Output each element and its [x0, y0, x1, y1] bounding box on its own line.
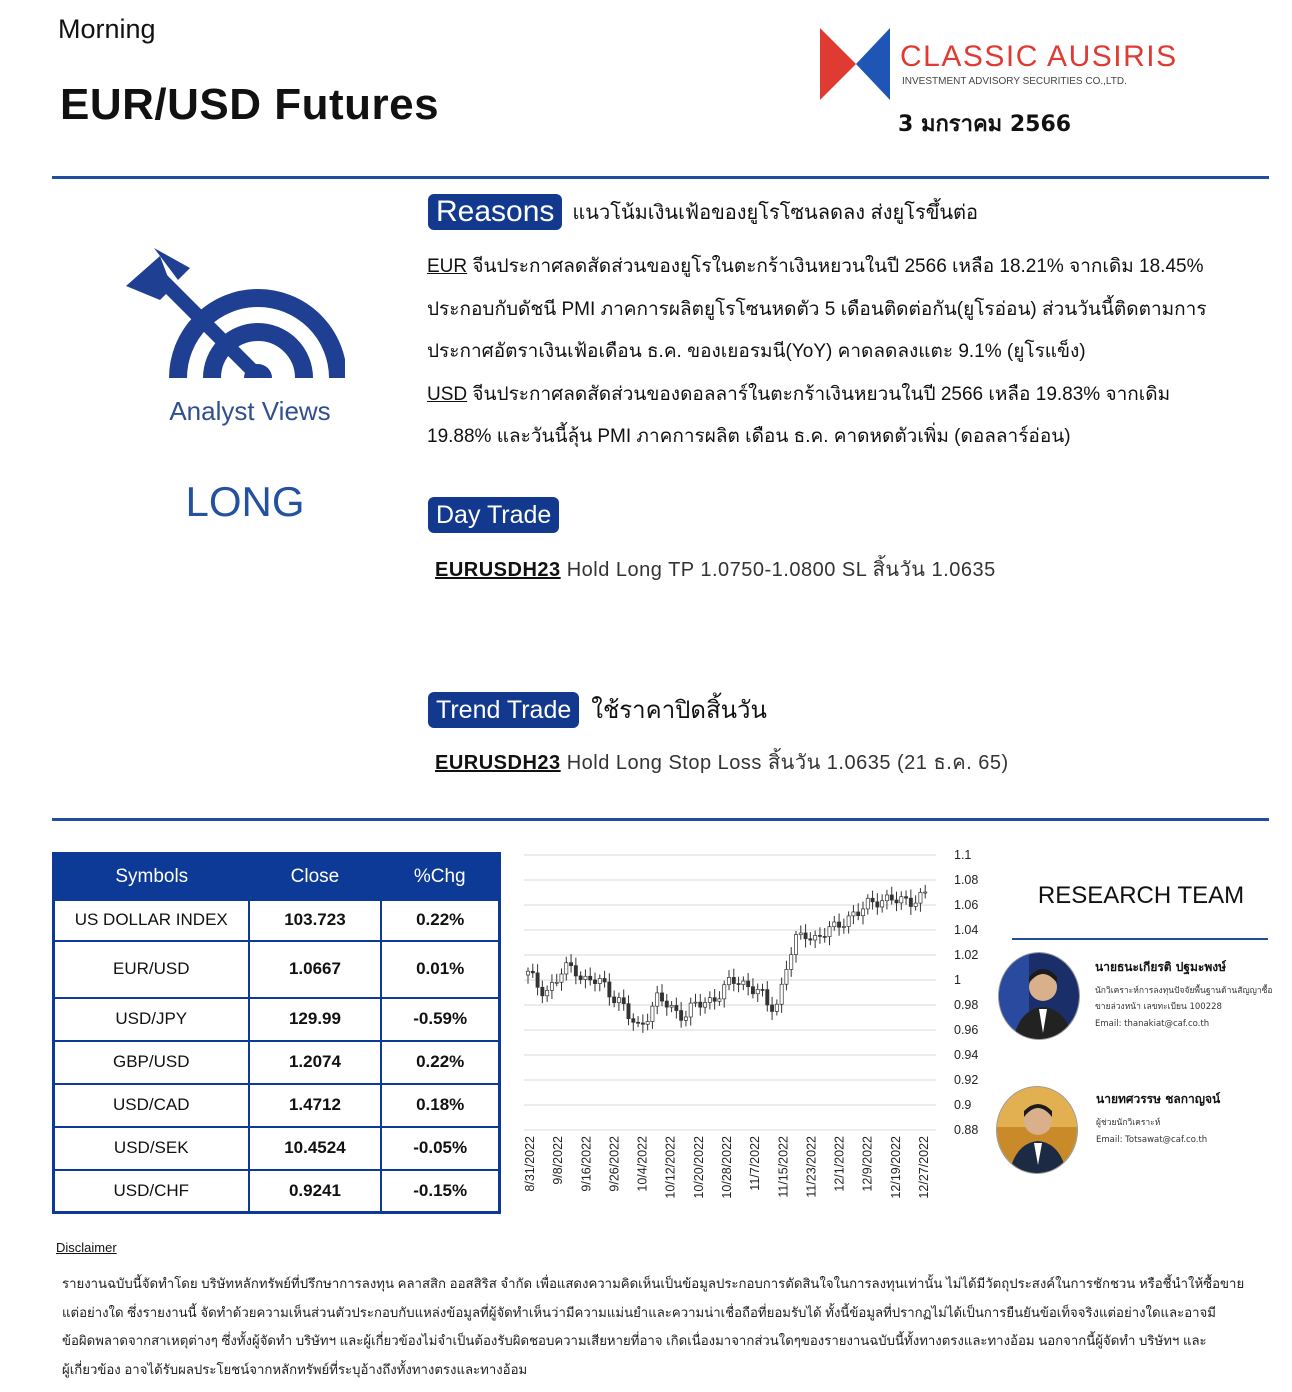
candle-body [589, 976, 592, 980]
candle-body [900, 897, 903, 903]
x-tick-label: 11/7/2022 [748, 1136, 763, 1191]
candle-body [785, 969, 788, 984]
candle-body [689, 1003, 692, 1017]
candle-body [809, 939, 812, 940]
candle-body [574, 966, 577, 976]
x-tick-label: 9/8/2022 [551, 1136, 566, 1185]
candle-body [828, 927, 831, 937]
table-header-row [54, 854, 500, 900]
candle-body [598, 978, 601, 983]
candle-body [727, 977, 730, 984]
x-tick-label: 10/12/2022 [663, 1136, 678, 1199]
candle-body [890, 895, 893, 900]
avatar [998, 952, 1080, 1040]
symbol-cell: EUR/USD [54, 941, 249, 998]
trend-trade-tag: Trend Trade [428, 692, 579, 728]
close-cell: 1.4712 [249, 1084, 382, 1127]
member-role: นักวิเคราะห์การลงทุนปัจจัยพื้นฐานด้านสัญญาซื้อ [1095, 986, 1273, 996]
y-tick-label: 1.1 [954, 848, 972, 862]
research-team-title: RESEARCH TEAM [1037, 882, 1245, 909]
candle-body [665, 1001, 668, 1007]
col-close: Close [249, 854, 382, 900]
candle-body [536, 973, 539, 987]
table-row [54, 1170, 500, 1213]
chg-cell: -0.59% [381, 998, 499, 1041]
x-tick-label: 10/4/2022 [635, 1136, 650, 1192]
candle-body [660, 993, 663, 1001]
brand-name: CLASSIC AUSIRIS [900, 40, 1178, 73]
disclaimer-line: แต่อย่างใด ซึ่งรายงานนี้ จัดทำด้วยความเห็นส่วนตัวประกอบกับแหล่งข้อมูลที่ผู้จัดทำเห็นว่ามีความแม่นยำและความน่าเชื่อถือที่ยอมรับได้ ทั้งนี้ข้อมูลที่ปรากฏไม่ได้เป็นการยืนยันข้อเท็จจริงแต่อย่างใดและอาจมี [62, 1304, 1216, 1320]
reasons-tag: Reasons [428, 194, 562, 230]
candle-body [684, 1017, 687, 1020]
y-tick-label: 0.9 [954, 1098, 972, 1112]
member-2 [1096, 1090, 1220, 1145]
candle-body [708, 998, 711, 1003]
candle-body [670, 1005, 673, 1007]
candle-body [560, 974, 563, 982]
symbol-cell: US DOLLAR INDEX [54, 900, 249, 941]
candle-body [569, 963, 572, 966]
usd-line-1: USD จีนประกาศลดสัดส่วนของดอลลาร์ในตะกร้าเงินหยวนในปี 2566 เหลือ 19.83% จากเดิม [427, 383, 1171, 405]
candle-body [833, 922, 836, 927]
x-tick-label: 10/20/2022 [691, 1136, 706, 1199]
candle-body [814, 935, 817, 940]
candle-body [550, 982, 553, 990]
candle-body [909, 898, 912, 906]
x-tick-label: 9/26/2022 [607, 1136, 622, 1192]
x-tick-label: 9/16/2022 [579, 1136, 594, 1192]
session-label: Morning [58, 14, 156, 44]
symbol-cell: USD/CHF [54, 1170, 249, 1213]
brand-subtitle: INVESTMENT ADVISORY SECURITIES CO.,LTD. [902, 76, 1127, 87]
table-row [54, 1041, 500, 1084]
target-arrow-icon [120, 248, 345, 378]
chg-cell: -0.05% [381, 1127, 499, 1170]
member-1 [1095, 958, 1273, 1029]
candle-body [747, 981, 750, 987]
close-cell: 129.99 [249, 998, 382, 1041]
market-table [52, 852, 501, 1214]
disclaimer-line: ข้อผิดพลาดจากสาเหตุต่างๆ ซึ่งทั้งผู้จัดทำ บริษัทฯ และผู้เกี่ยวข้องไม่จำเป็นต้องรับผิดชอบความเสียหายที่อาจ เกิดเนื่องมาจากส่วนใดๆของรายงานฉบับนี้ทั้งทางตรงและทางอ้อม นอกจากนี้ผู้จัดทำ บริษัทฯ และ [62, 1333, 1207, 1348]
candle-body [881, 901, 884, 907]
usd-line-2: 19.88% และวันนี้ลุ้น PMI ภาคการผลิต เดือน ธ.ค. คาดหดตัวเพิ่ม (ดอลลาร์อ่อน) [427, 426, 1071, 447]
candle-body [675, 1005, 678, 1010]
table-row [54, 1127, 500, 1170]
candle-body [852, 912, 855, 916]
candle-body [646, 1021, 649, 1024]
candle-body [914, 903, 917, 906]
y-tick-label: 0.98 [954, 998, 979, 1012]
candle-body [608, 982, 611, 997]
candle-body [613, 997, 616, 1003]
research-team-divider [1012, 938, 1268, 940]
candle-body [847, 916, 850, 927]
member-role-2: ขายล่วงหน้า เลขทะเบียน 100228 [1095, 1002, 1222, 1012]
y-tick-label: 1.08 [954, 873, 979, 887]
report-date: 3 มกราคม 2566 [898, 112, 1072, 137]
disclaimer-heading: Disclaimer [56, 1240, 117, 1255]
y-tick-label: 0.96 [954, 1023, 979, 1037]
candle-body [766, 990, 769, 1005]
col-chg: %Chg [381, 854, 499, 900]
candle-body [541, 987, 544, 995]
chg-cell: 0.22% [381, 900, 499, 941]
day-trade-symbol: EURUSDH23 [435, 559, 561, 581]
candle-body [861, 909, 864, 916]
reasons-body [427, 246, 1287, 459]
position-bias: LONG [185, 478, 305, 525]
x-tick-label: 10/28/2022 [720, 1136, 734, 1199]
candle-body [756, 989, 759, 993]
close-cell: 0.9241 [249, 1170, 382, 1213]
candle-body [857, 912, 860, 916]
chg-cell: -0.15% [381, 1170, 499, 1213]
header-divider [52, 176, 1269, 179]
candle-body [713, 998, 716, 1002]
candle-body [641, 1023, 644, 1024]
x-tick-label: 11/15/2022 [776, 1136, 791, 1198]
candle-body [780, 984, 783, 1004]
candle-body [565, 963, 568, 974]
chg-cell: 0.22% [381, 1041, 499, 1084]
candle-body [603, 978, 606, 981]
table-row [54, 900, 500, 941]
candle-body [703, 1002, 706, 1007]
member-role: ผู้ช่วยนักวิเคราะห์ [1096, 1118, 1161, 1128]
x-tick-label: 11/23/2022 [804, 1136, 819, 1198]
member-name: นายธนะเกียรติ ปฐมะพงษ์ [1095, 960, 1227, 974]
candle-body [627, 1004, 630, 1019]
avatar [996, 1086, 1078, 1174]
symbol-cell: USD/SEK [54, 1127, 249, 1170]
y-tick-label: 0.88 [954, 1123, 979, 1137]
candle-body [617, 998, 620, 1003]
candle-body [694, 1002, 697, 1003]
disclaimer-line: ผู้เกี่ยวข้อง อาจได้รับผลประโยชน์จากหลักทรัพย์ที่ระบุอ้างถึงทั้งทางตรงและทางอ้อม [62, 1361, 528, 1377]
trend-trade-symbol: EURUSDH23 [435, 752, 561, 774]
x-tick-label: 12/19/2022 [888, 1136, 903, 1199]
candle-body [622, 998, 625, 1004]
x-tick-label: 8/31/2022 [523, 1136, 537, 1192]
table-row [54, 998, 500, 1041]
day-trade-tag: Day Trade [428, 497, 559, 533]
candle-body [895, 900, 898, 903]
symbol-cell: GBP/USD [54, 1041, 249, 1084]
candle-body [919, 892, 922, 903]
candle-body [904, 897, 907, 898]
member-email: Email: thanakiat@caf.co.th [1095, 1019, 1210, 1029]
page-title: EUR/USD Futures [60, 80, 440, 129]
close-cell: 1.0667 [249, 941, 382, 998]
y-tick-label: 1.04 [954, 923, 979, 937]
candle-body [751, 987, 754, 994]
candle-body [823, 936, 826, 937]
table-row [54, 941, 500, 998]
candle-body [818, 935, 821, 936]
col-symbols: Symbols [54, 854, 249, 900]
symbol-cell: USD/CAD [54, 1084, 249, 1127]
candle-body [876, 902, 879, 907]
candle-body [723, 985, 726, 999]
reasons-headline: แนวโน้มเงินเฟ้อของยูโรโซนลดลง ส่งยูโรขึ้นต่อ [572, 202, 979, 224]
candle-body [790, 955, 793, 970]
eur-line-3: ประกาศอัตราเงินเฟ้อเดือน ธ.ค. ของเยอรมนี(YoY) คาดลดลงแตะ 9.1% (ยูโรแข็ง) [427, 341, 1086, 362]
candle-body [737, 984, 740, 985]
trend-trade-line: EURUSDH23 Hold Long Stop Loss สิ้นวัน 1.0635 (21 ธ.ค. 65) [435, 752, 1009, 774]
x-tick-label: 12/27/2022 [917, 1136, 931, 1199]
eur-label: EUR [427, 256, 468, 277]
candle-body [680, 1011, 683, 1021]
eur-line-2: ประกอบกับดัชนี PMI ภาคการผลิตยูโรโซนหดตัว 5 เดือนติดต่อกัน(ยูโรอ่อน) ส่วนวันนี้ติดตามการ [427, 298, 1207, 320]
candle-body [584, 976, 587, 979]
candle-body [579, 976, 582, 980]
reasons-header [428, 194, 978, 230]
candle-body [799, 933, 802, 935]
candle-body [804, 933, 807, 939]
candle-body [842, 927, 845, 928]
section-divider [52, 818, 1269, 821]
x-tick-label: 12/9/2022 [860, 1136, 875, 1192]
y-tick-label: 1.02 [954, 948, 979, 962]
y-tick-label: 1.06 [954, 898, 979, 912]
candle-body [531, 971, 534, 973]
y-tick-label: 0.92 [954, 1073, 979, 1087]
disclaimer-line: รายงานฉบับนี้จัดทำโดย บริษัทหลักทรัพย์ที่ปรึกษาการลงทุน คลาสสิก ออสสิริส จำกัด เพื่อแสดงความคิดเห็นเป็นข้อมูลประกอบการตัดสินใจในการลงทุนเท่านั้น ไม่ได้มีวัตถุประสงค์ในการชักชวน หรือชี้นำให้ซื้อขาย [62, 1276, 1245, 1291]
candle-body [718, 999, 721, 1001]
candle-body [866, 898, 869, 909]
chg-cell: 0.18% [381, 1084, 499, 1127]
symbol-cell: USD/JPY [54, 998, 249, 1041]
chg-cell: 0.01% [381, 941, 499, 998]
candle-body [770, 1005, 773, 1011]
candle-body [526, 971, 529, 975]
trend-trade-note: ใช้ราคาปิดสิ้นวัน [591, 697, 767, 724]
candle-body [794, 935, 797, 955]
disclaimer-body [62, 1270, 1262, 1384]
candle-body [924, 892, 927, 893]
table-row [54, 1084, 500, 1127]
candle-body [885, 895, 888, 901]
company-logo-icon [820, 28, 890, 100]
close-cell: 1.2074 [249, 1041, 382, 1084]
candle-body [651, 1006, 654, 1021]
candle-body [593, 980, 596, 984]
eur-line-1: EUR จีนประกาศลดสัดส่วนของยูโรในตะกร้าเงินหยวนในปี 2566 เหลือ 18.21% จากเดิม 18.45% [427, 256, 1204, 277]
candle-body [656, 993, 659, 1006]
close-cell: 10.4524 [249, 1127, 382, 1170]
x-tick-label: 12/1/2022 [832, 1136, 847, 1192]
candle-body [555, 982, 558, 983]
candle-body [742, 981, 745, 985]
member-email: Email: Totsawat@caf.co.th [1096, 1135, 1208, 1145]
member-name: นายทศวรรษ ชลกาญจน์ [1096, 1092, 1221, 1106]
y-tick-label: 1 [954, 973, 961, 987]
trend-trade-header [428, 690, 767, 729]
y-tick-label: 0.94 [954, 1048, 979, 1062]
person-photo-icon [999, 953, 1080, 1040]
candle-body [699, 1002, 702, 1007]
analyst-views-label: Analyst Views [169, 396, 331, 426]
candle-body [732, 977, 735, 983]
person-photo-icon [997, 1087, 1078, 1174]
candle-body [632, 1019, 635, 1023]
candle-body [636, 1022, 639, 1023]
candle-body [837, 922, 840, 927]
candle-body [775, 1004, 778, 1011]
candle-body [761, 989, 764, 990]
usd-label: USD [427, 383, 468, 405]
candle-body [546, 990, 549, 995]
candle-body [871, 898, 874, 902]
close-cell: 103.723 [249, 900, 382, 941]
day-trade-line: EURUSDH23 Hold Long TP 1.0750-1.0800 SL สิ้นวัน 1.0635 [435, 559, 996, 581]
eurusd-candlestick-chart [516, 840, 986, 1210]
